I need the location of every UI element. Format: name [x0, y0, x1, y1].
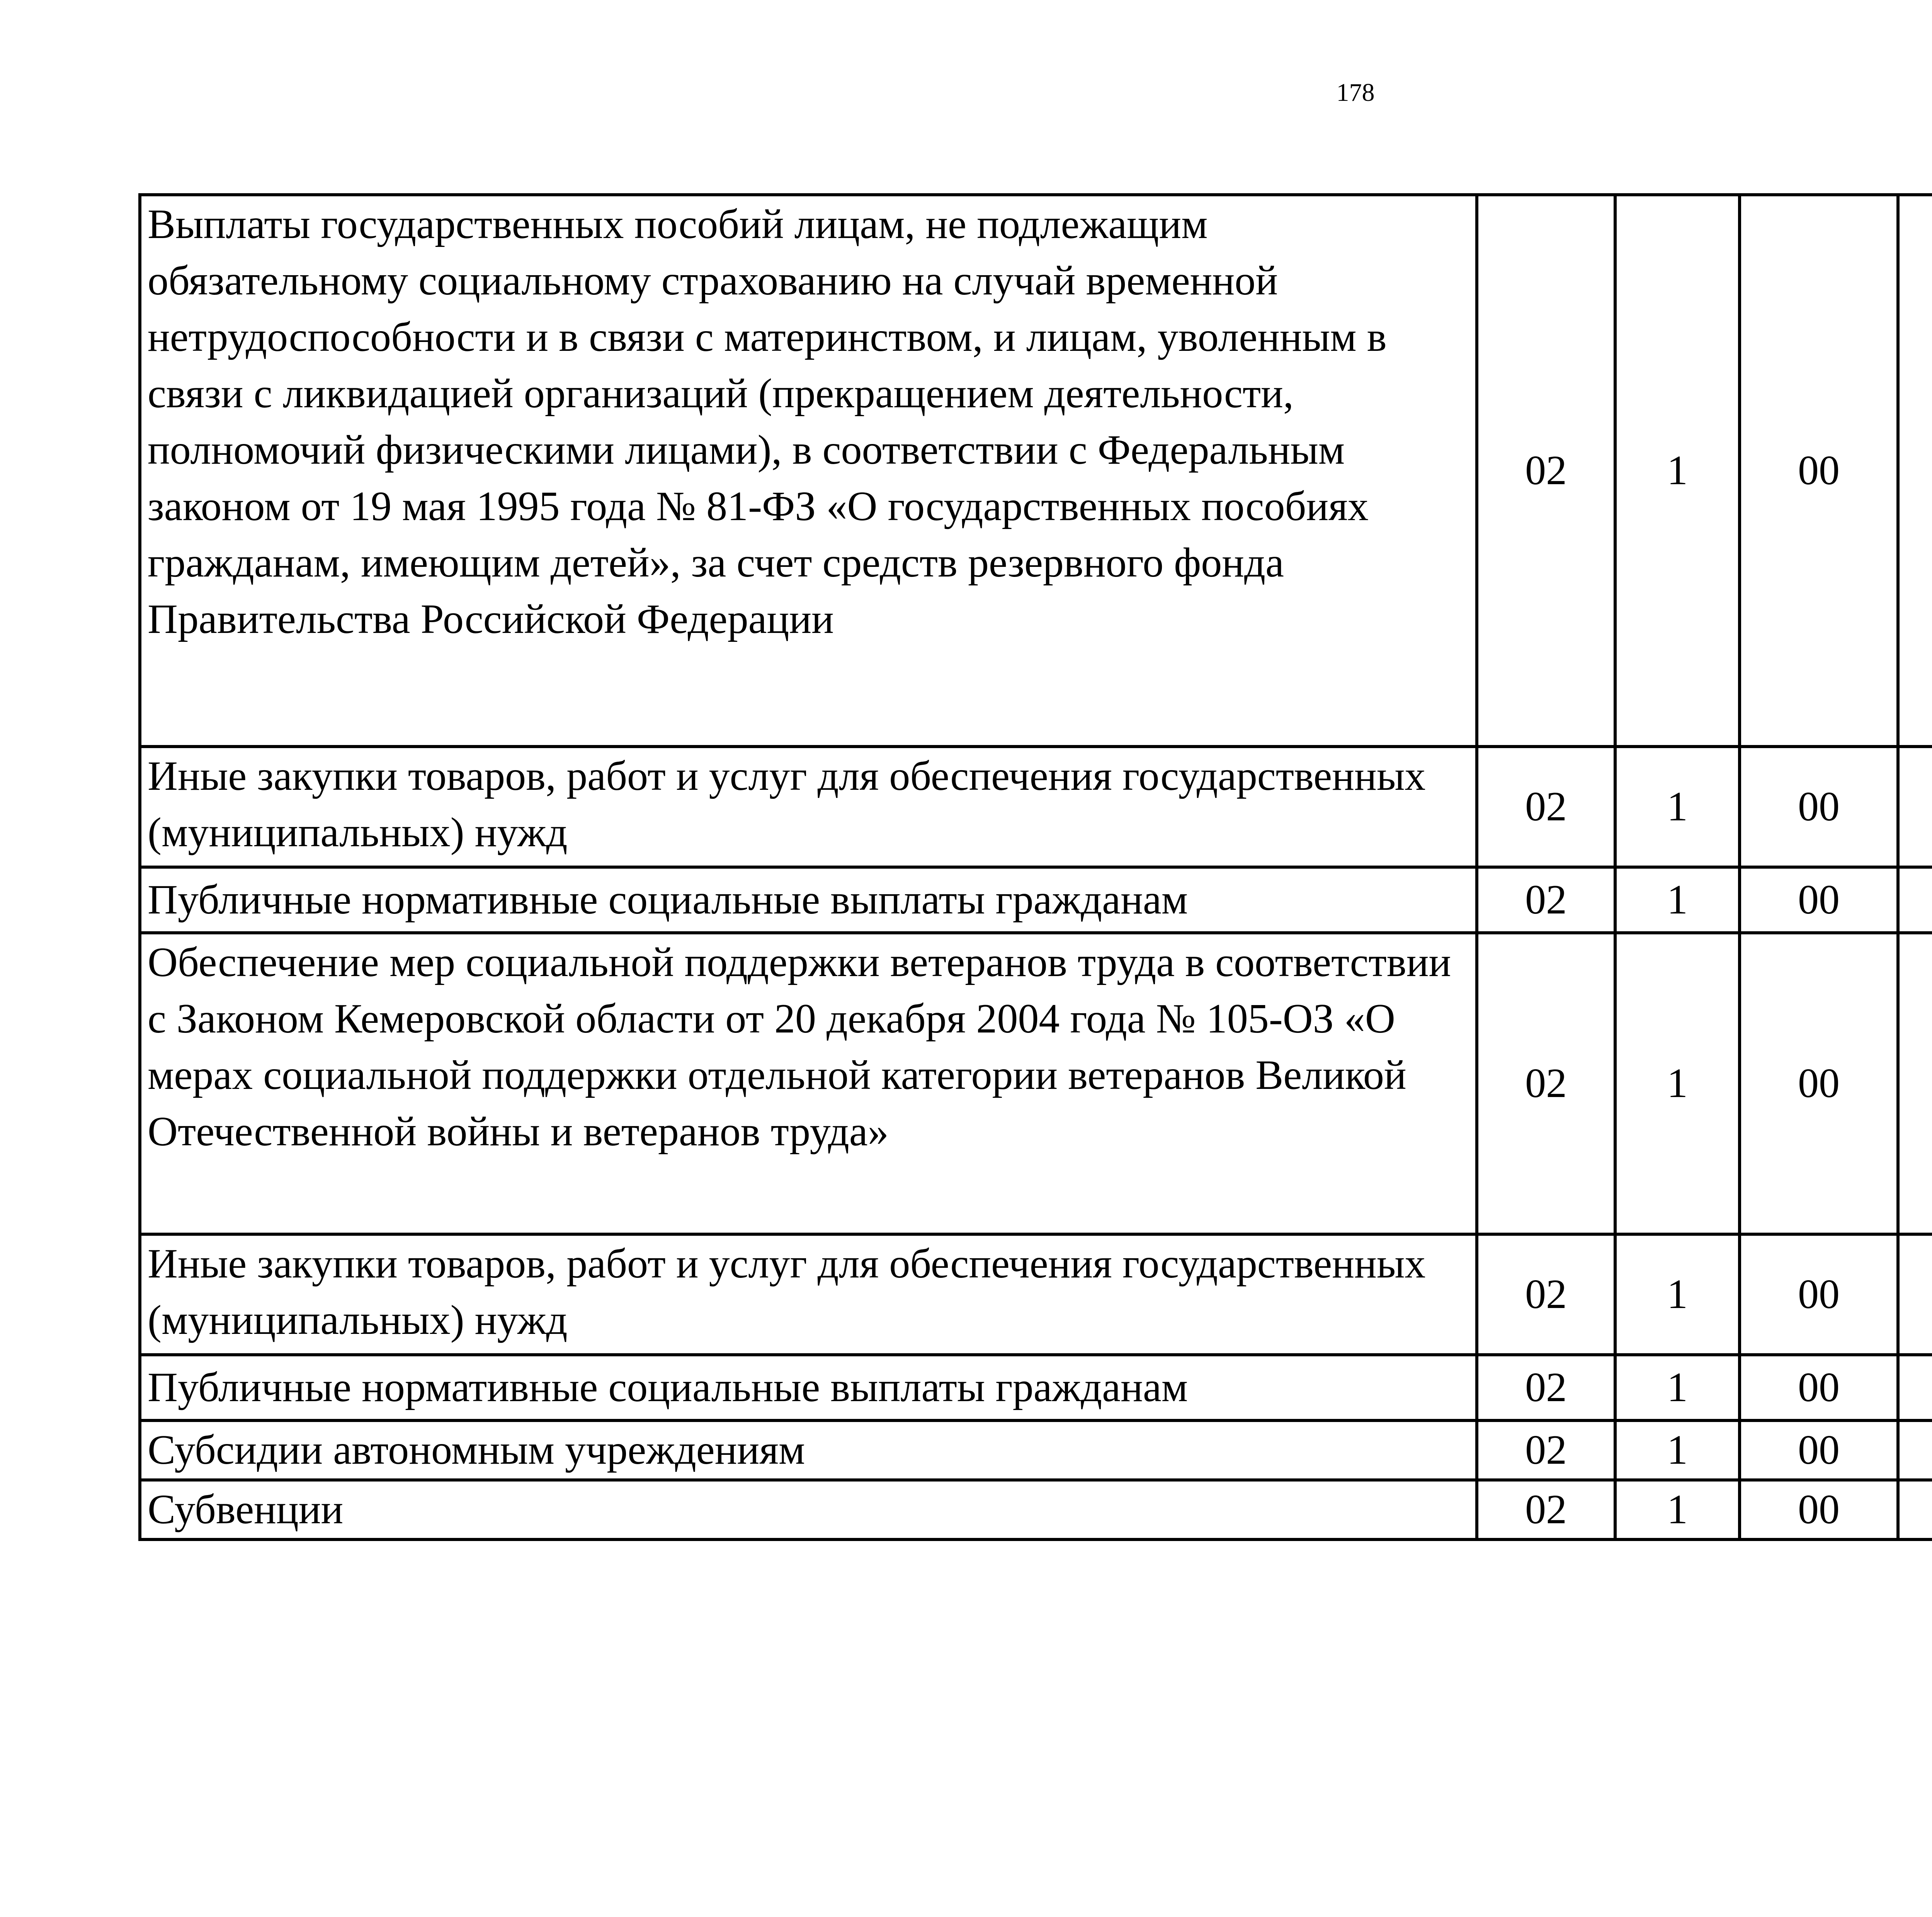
row-code-4 — [1898, 867, 1932, 933]
row-code-3: 00 — [1740, 1234, 1898, 1355]
row-name: Субсидии автономным учреждениям — [140, 1420, 1477, 1480]
row-code-4 — [1898, 1420, 1932, 1480]
row-code-2: 1 — [1615, 1420, 1740, 1480]
row-code-1: 02 — [1477, 867, 1615, 933]
row-code-1: 02 — [1477, 1234, 1615, 1355]
row-code-3: 00 — [1740, 1355, 1898, 1420]
row-code-4 — [1898, 747, 1932, 867]
row-code-2: 1 — [1615, 195, 1740, 747]
row-code-1: 02 — [1477, 195, 1615, 747]
row-code-1: 02 — [1477, 1420, 1615, 1480]
table-row — [140, 1480, 1932, 1539]
row-name: Публичные нормативные социальные выплаты гражданам — [140, 867, 1477, 933]
row-name: Публичные нормативные социальные выплаты гражданам — [140, 1355, 1477, 1420]
row-code-1: 02 — [1477, 933, 1615, 1234]
page-number: 178 — [1336, 78, 1375, 107]
budget-table — [138, 193, 1932, 1541]
row-name: Иные закупки товаров, работ и услуг для обеспечения государственных (муниципальных) нужд — [140, 1234, 1477, 1355]
row-code-3: 00 — [1740, 1480, 1898, 1539]
row-name: Обеспечение мер социальной поддержки ветеранов труда в соответствии с Законом Кемеровской области от 20 декабря 2004 года № 105-ОЗ «О мерах социальной поддержки отдельной категории ветеранов Великой Отечественной войны и ветеранов труда» — [140, 933, 1477, 1234]
row-code-2: 1 — [1615, 933, 1740, 1234]
row-code-3: 00 — [1740, 747, 1898, 867]
row-code-1: 02 — [1477, 1480, 1615, 1539]
row-code-3: 00 — [1740, 195, 1898, 747]
table-row — [140, 933, 1932, 1234]
row-name: Иные закупки товаров, работ и услуг для обеспечения государственных (муниципальных) нужд — [140, 747, 1477, 867]
row-code-4 — [1898, 1355, 1932, 1420]
table-row — [140, 1420, 1932, 1480]
row-code-2: 1 — [1615, 1480, 1740, 1539]
row-code-2: 1 — [1615, 1355, 1740, 1420]
row-code-1: 02 — [1477, 1355, 1615, 1420]
row-code-2: 1 — [1615, 867, 1740, 933]
row-name: Субвенции — [140, 1480, 1477, 1539]
row-code-3: 00 — [1740, 1420, 1898, 1480]
row-code-3: 00 — [1740, 933, 1898, 1234]
row-code-3: 00 — [1740, 867, 1898, 933]
table-row — [140, 1234, 1932, 1355]
table-row — [140, 867, 1932, 933]
row-code-4 — [1898, 195, 1932, 747]
row-code-1: 02 — [1477, 747, 1615, 867]
row-name: Выплаты государственных пособий лицам, не подлежащим обязательному социальному страхованию на случай временной нетрудоспособности и в связи с материнством, и лицам, уволенным в связи с ликвидацией организаций (прекращением деятельности, полномочий физическими лицами), в соответствии с Федеральным законом от 19 мая 1995 года № 81-ФЗ «О государственных пособиях гражданам, имеющим детей», за счет средств резервного фонда Правительства Российской Федерации — [140, 195, 1477, 747]
row-code-4 — [1898, 1480, 1932, 1539]
row-code-4 — [1898, 1234, 1932, 1355]
table-row — [140, 747, 1932, 867]
row-code-2: 1 — [1615, 747, 1740, 867]
table-row — [140, 1355, 1932, 1420]
table-row — [140, 195, 1932, 747]
row-code-4 — [1898, 933, 1932, 1234]
row-code-2: 1 — [1615, 1234, 1740, 1355]
